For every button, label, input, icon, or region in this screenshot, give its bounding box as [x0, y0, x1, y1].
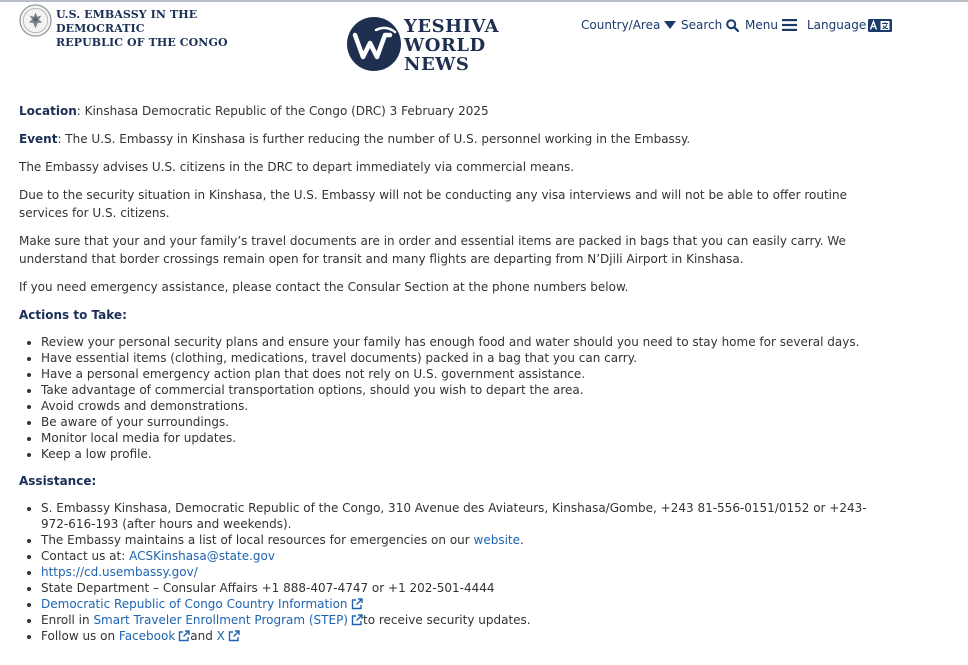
list-item	[41, 564, 889, 580]
country-area-dropdown[interactable]	[581, 16, 676, 34]
list-item: • Have essential items (clothing, medications, travel documents) packed in a bag that you can carry.	[41, 350, 889, 366]
list-item: • Monitor local media for updates.	[41, 430, 889, 446]
list-item	[41, 612, 889, 628]
website-link[interactable]: website	[473, 533, 521, 547]
list-item: • Review your personal security plans and ensure your family has enough food and water should you need to stay home for several days.	[41, 334, 889, 350]
step-link[interactable]: Smart Traveler Enrollment Program (STEP)	[93, 613, 348, 627]
list-item: • S. Embassy Kinshasa, Democratic Republic of the Congo, 310 Avenue des Aviateurs, Kinshasa/Gombe, +243 81-556-0151/0152 or +243-972-616-193 (after hours and weekends).	[41, 500, 889, 532]
list-item	[41, 596, 889, 612]
location-label: Location	[19, 104, 77, 118]
country-info-link[interactable]: Democratic Republic of Congo Country Information	[41, 597, 348, 611]
embassy-name[interactable]	[56, 8, 276, 50]
assistance-list	[19, 500, 889, 644]
hamburger-icon	[782, 19, 797, 31]
ywn-line1: YESHIVA	[404, 16, 500, 37]
alert-content	[19, 102, 889, 654]
language-label: Language	[807, 18, 867, 32]
list-item	[41, 548, 889, 564]
embassy-url-link[interactable]: https://cd.usembassy.gov/	[41, 565, 198, 579]
language-button[interactable]	[807, 16, 892, 34]
external-link-icon	[351, 598, 363, 610]
location-paragraph	[19, 102, 889, 120]
external-link-icon	[178, 630, 190, 642]
security-paragraph: Due to the security situation in Kinshasa, the U.S. Embassy will not be conducting any visa interviews and will not be able to offer routine services for U.S. citizens.	[19, 188, 848, 220]
enroll-suffix: to receive security updates.	[363, 613, 531, 627]
actions-list	[19, 334, 889, 462]
actions-title: Actions to Take	[19, 308, 123, 322]
email-link[interactable]: ACSKinshasa@state.gov	[129, 549, 275, 563]
contact-prefix: Contact us at:	[41, 549, 130, 563]
external-link-icon	[351, 614, 363, 626]
documents-paragraph: Make sure that your and your family’s travel documents are in order and essential items are packed in bags that you can easily carry. We understand that border crossings remain open for transit and many flights are departing from N’Djili Airport in Kinshasa.	[19, 234, 846, 266]
ywn-watermark	[342, 14, 500, 74]
list-item: • Take advantage of commercial transportation options, should you wish to depart the area.	[41, 382, 889, 398]
list-item: • Keep a low profile.	[41, 446, 889, 462]
menu-button[interactable]	[745, 16, 797, 34]
assistance-title: Assistance	[19, 474, 92, 488]
translate-icon	[868, 19, 892, 32]
event-label: Event	[19, 132, 58, 146]
enroll-prefix: Enroll in	[41, 613, 94, 627]
embassy-name-line1: U.S. EMBASSY IN THE DEMOCRATIC	[56, 8, 198, 35]
facebook-link[interactable]: Facebook	[118, 629, 176, 643]
embassy-seal-icon[interactable]	[19, 4, 52, 37]
advisory-paragraph: The Embassy advises U.S. citizens in the DRC to depart immediately via commercial means.	[19, 160, 575, 174]
list-item: • Avoid crowds and demonstrations.	[41, 398, 889, 414]
search-label: Search	[681, 18, 723, 32]
x-link[interactable]: X	[216, 629, 225, 643]
event-paragraph	[19, 130, 889, 148]
ywn-line2: WORLD	[404, 35, 486, 56]
ywn-wordmark	[404, 17, 499, 74]
event-text: : The U.S. Embassy in Kinshasa is further reducing the number of U.S. personnel working in the Embassy.	[57, 132, 691, 146]
list-item	[41, 532, 889, 548]
embassy-name-line2: REPUBLIC OF THE CONGO	[56, 36, 228, 49]
emergency-paragraph: If you need emergency assistance, please contact the Consular Section at the phone numbers below.	[19, 280, 629, 294]
follow-prefix: Follow us on	[41, 629, 119, 643]
search-button[interactable]	[681, 16, 739, 34]
list-item	[41, 628, 889, 644]
list-item: • Be aware of your surroundings.	[41, 414, 889, 430]
resources-prefix: The Embassy maintains a list of local resources for emergencies on our	[41, 533, 474, 547]
ywn-logo-icon	[346, 16, 402, 72]
and-text: and	[190, 629, 217, 643]
top-border	[0, 0, 968, 2]
list-item: • State Department – Consular Affairs +1 888-407-4747 or +1 202-501-4444	[41, 580, 889, 596]
external-link-icon	[228, 630, 240, 642]
location-text: : Kinshasa Democratic Republic of the Congo (DRC) 3 February 2025	[76, 104, 489, 118]
assistance-heading: Assistance:	[19, 474, 97, 488]
menu-label: Menu	[745, 18, 778, 32]
ywn-line3: NEWS	[404, 54, 470, 75]
caret-down-icon	[664, 21, 676, 29]
actions-heading: Actions to Take:	[19, 308, 127, 322]
country-area-label: Country/Area	[581, 18, 661, 32]
resources-suffix: .	[520, 533, 524, 547]
list-item: • Have a personal emergency action plan that does not rely on U.S. government assistance.	[41, 366, 889, 382]
search-icon	[726, 19, 739, 32]
